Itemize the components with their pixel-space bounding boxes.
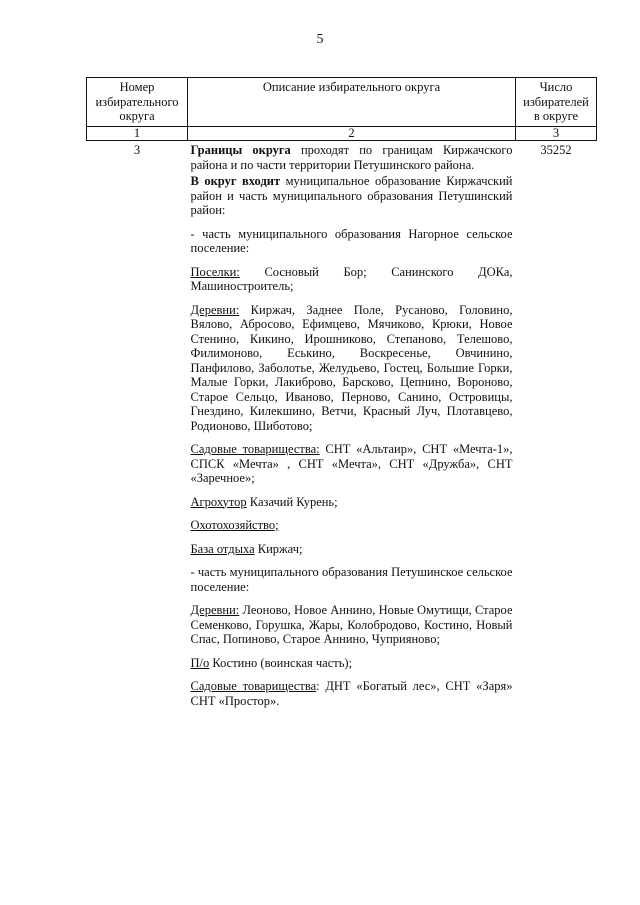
gardens1-text: СНТ «Альтаир», СНТ «Мечта-1», СПСК «Мечта» , СНТ «Мечта», СНТ «Дружба», СНТ «Заречное»;	[190, 442, 513, 485]
gardens2-paragraph	[191, 679, 513, 708]
settlements-text: Сосновый Бор; Санинского ДОКа, Машиностроитель;	[190, 264, 513, 293]
column-number-3: 3	[516, 127, 597, 141]
page-number: 5	[316, 32, 324, 47]
includes-text: муниципальное образование Киржачский район и часть муниципального образования Петушинский район:	[190, 174, 513, 217]
gardens2-text: : ДНТ «Богатый лес», СНТ «Заря» СНТ «Простор».	[190, 679, 513, 708]
column-number-row	[87, 127, 597, 141]
header-voter-count: Число избирателей в округе	[516, 78, 597, 127]
includes-label: В округ входит	[190, 174, 281, 188]
column-number-1: 1	[87, 127, 188, 141]
hunting-label: Охотохозяйство;	[190, 518, 279, 532]
boundaries-text: проходят по границам Киржачского района и по части территории Петушинского района.	[190, 143, 513, 172]
villages2-paragraph	[191, 603, 513, 647]
villages2-label: Деревни:	[190, 603, 240, 617]
header-row	[87, 78, 597, 127]
districts-table	[86, 77, 597, 719]
hunting-paragraph	[191, 518, 513, 533]
agro-text: Казачий Курень;	[246, 494, 338, 509]
settlements-paragraph	[191, 265, 513, 294]
villages1-paragraph	[191, 303, 513, 434]
column-number-2: 2	[188, 127, 516, 141]
settlements-label: Поселки:	[190, 264, 240, 279]
part2-intro: - часть муниципального образования Петушинское сельское поселение:	[190, 565, 513, 594]
gardens1-label: Садовые товарищества:	[190, 442, 320, 456]
district-description	[188, 141, 516, 720]
villages1-label: Деревни:	[190, 302, 240, 317]
part1-intro: - часть муниципального образования Нагорное сельское поселение:	[190, 226, 513, 255]
includes-paragraph	[191, 174, 513, 218]
district-number: 3	[133, 143, 141, 157]
header-district-description: Описание избирательного округа	[188, 78, 516, 127]
district-voter-count: 35252	[540, 143, 572, 157]
boundaries-label: Границы округа	[190, 143, 291, 157]
gardens1-paragraph	[191, 442, 513, 486]
agro-label: Агрохутор	[190, 494, 247, 509]
po-text: Костино (воинская часть);	[209, 655, 353, 670]
agro-paragraph	[191, 495, 513, 510]
district-row	[87, 141, 597, 720]
base-paragraph	[191, 542, 513, 557]
base-text: Киржач;	[254, 541, 303, 556]
gardens2-label: Садовые товарищества	[190, 679, 317, 693]
po-paragraph	[191, 656, 513, 671]
header-district-number: Номер избирательного округа	[87, 78, 188, 127]
villages2-text: Леоново, Новое Аннино, Новые Омутищи, Старое Семенково, Горушка, Жары, Колобродово, Костино, Новый Спас, Попиново, Старое Аннино, Чуприяново;	[190, 603, 513, 646]
base-label: База отдыха	[190, 541, 255, 556]
villages1-text: Киржач, Заднее Поле, Русаново, Головино, Вялово, Абросово, Ефимцево, Мячиково, Крюки, Новое Стенино, Кикино, Ирошниково, Степаново, Телешово, Филимоново, Еськино, Воскресенье, Овчинино, Панфилово, Заболотье, Желудьево, Гостец, Большие Горки, Малые Горки, Лакиброво, Барсково, Цепнино, Вороново, Старое Сельцо, Иваново, Перново, Санино, Островицы, Гнездино, Килекшино, Ветчи, Красный Луч, Плотавцево, Родионово, Шиботово;	[190, 302, 513, 433]
po-label: П/о	[190, 655, 210, 670]
boundaries-paragraph	[191, 143, 513, 172]
